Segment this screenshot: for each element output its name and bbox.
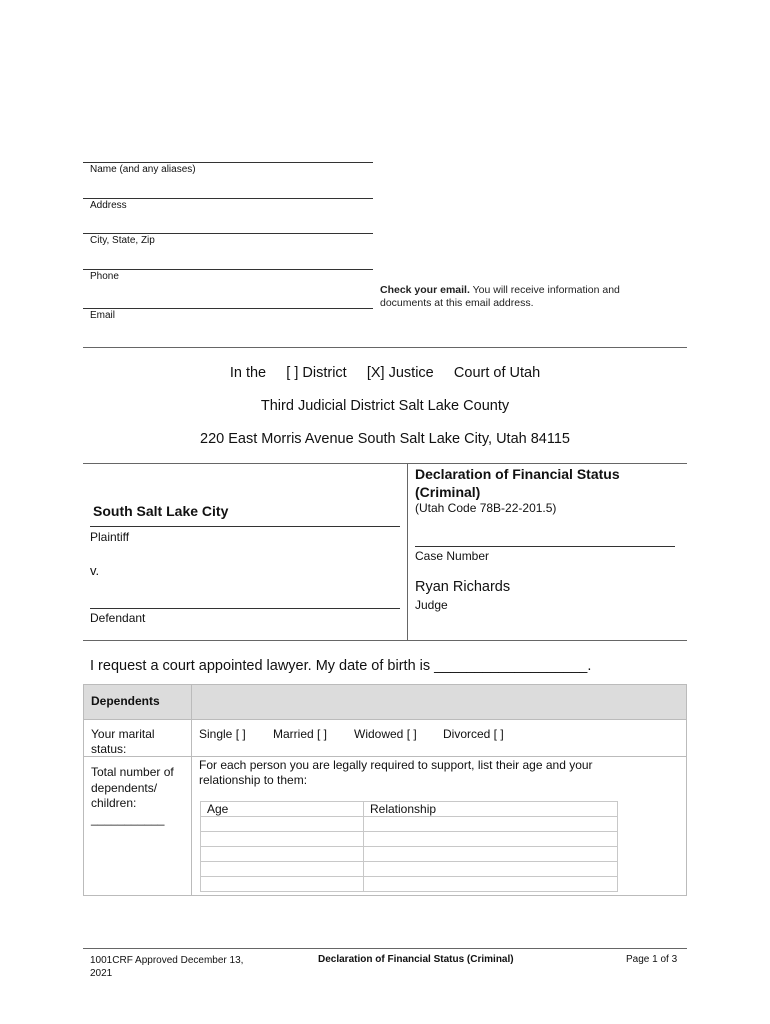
plaintiff-line xyxy=(90,526,400,527)
relationship-cell[interactable] xyxy=(364,847,618,862)
instruction-line1: For each person you are legally required to support, list their age and your xyxy=(199,758,593,772)
defendant-line[interactable] xyxy=(90,608,400,609)
marital-label-line2: status: xyxy=(91,742,127,756)
relationship-cell[interactable] xyxy=(364,877,618,892)
age-relationship-header-row xyxy=(201,802,618,817)
age-column-header: Age xyxy=(201,802,364,817)
case-number-line[interactable] xyxy=(415,546,675,547)
court-address-line: 220 East Morris Avenue South Salt Lake City, Utah 84115 xyxy=(200,431,570,447)
city-state-zip-field[interactable] xyxy=(83,233,373,246)
document-title xyxy=(415,465,620,501)
footer-title: Declaration of Financial Status (Criminal) xyxy=(318,954,514,965)
caption-divider xyxy=(407,463,408,640)
city-state-zip-label: City, State, Zip xyxy=(90,235,155,246)
phone-label: Phone xyxy=(90,271,119,282)
relationship-column-header: Relationship xyxy=(364,802,618,817)
email-note-bold: Check your email. xyxy=(380,284,470,296)
age-relationship-table xyxy=(200,801,618,892)
court-selection-line xyxy=(83,365,687,381)
age-cell[interactable] xyxy=(201,847,364,862)
marital-option-single[interactable]: Single [ ] xyxy=(199,727,246,741)
age-cell[interactable] xyxy=(201,877,364,892)
dependents-instruction xyxy=(199,758,593,788)
table-row-divider-2 xyxy=(84,756,686,757)
table-row[interactable] xyxy=(201,817,618,832)
versus-text: v. xyxy=(90,563,100,578)
code-reference: (Utah Code 78B-22-201.5) xyxy=(415,501,557,515)
total-dependents-blank[interactable]: ___________ xyxy=(91,811,165,826)
marital-label-line1: Your marital xyxy=(91,727,155,741)
email-note-line2: documents at this email address. xyxy=(380,297,534,309)
marital-option-divorced[interactable]: Divorced [ ] xyxy=(443,727,504,741)
judge-name: Ryan Richards xyxy=(415,579,511,595)
defendant-label: Defendant xyxy=(90,611,146,625)
plaintiff-label: Plaintiff xyxy=(90,530,130,544)
relationship-cell[interactable] xyxy=(364,832,618,847)
dependents-header-row xyxy=(84,685,686,719)
name-label: Name (and any aliases) xyxy=(90,164,196,175)
dependents-header: Dependents xyxy=(91,694,160,708)
table-row[interactable] xyxy=(201,862,618,877)
footer-divider xyxy=(83,948,687,949)
total-label-line1: Total number of xyxy=(91,765,174,779)
case-number-label: Case Number xyxy=(415,549,490,563)
table-row[interactable] xyxy=(201,832,618,847)
relationship-cell[interactable] xyxy=(364,817,618,832)
form-id-line2: 2021 xyxy=(90,968,113,979)
form-id-line1: 1001CRF Approved December 13, xyxy=(90,955,244,966)
phone-field[interactable] xyxy=(83,269,373,282)
table-row[interactable] xyxy=(201,877,618,892)
header-divider xyxy=(83,347,687,348)
email-note-rest: You will receive information and xyxy=(469,284,620,296)
caption-bottom-border xyxy=(83,640,687,641)
table-row[interactable] xyxy=(201,847,618,862)
address-label: Address xyxy=(90,200,127,211)
email-field[interactable] xyxy=(83,308,373,321)
email-note xyxy=(380,284,620,310)
district-checkbox[interactable]: [ ] District xyxy=(286,365,347,381)
court-of-text: Court of Utah xyxy=(453,365,541,381)
plaintiff-name: South Salt Lake City xyxy=(93,503,229,519)
age-cell[interactable] xyxy=(201,832,364,847)
marital-option-married[interactable]: Married [ ] xyxy=(273,727,328,741)
marital-status-label xyxy=(91,727,155,757)
total-label-line3: children: xyxy=(91,796,137,810)
table-column-divider xyxy=(191,685,192,895)
table-row-divider-1 xyxy=(84,719,686,720)
in-the-text: In the xyxy=(229,365,267,381)
address-field[interactable] xyxy=(83,198,373,211)
email-label: Email xyxy=(90,310,116,321)
age-cell[interactable] xyxy=(201,862,364,877)
instruction-line2: relationship to them: xyxy=(199,773,308,787)
total-label-line2: dependents/ xyxy=(91,780,158,795)
document-title-line1: Declaration of Financial Status xyxy=(415,466,620,482)
name-field[interactable] xyxy=(83,162,373,175)
judge-label: Judge xyxy=(415,598,448,612)
total-dependents-label xyxy=(91,765,174,827)
request-lawyer-line: I request a court appointed lawyer. My date of birth is ___________________. xyxy=(90,658,592,674)
document-title-line2: (Criminal) xyxy=(415,484,481,500)
district-line: Third Judicial District Salt Lake County xyxy=(260,398,510,414)
relationship-cell[interactable] xyxy=(364,862,618,877)
marital-option-widowed[interactable]: Widowed [ ] xyxy=(354,727,417,741)
age-cell[interactable] xyxy=(201,817,364,832)
form-id xyxy=(90,954,243,980)
caption-top-border xyxy=(83,463,687,464)
page-number: Page 1 of 3 xyxy=(626,954,678,965)
justice-checkbox[interactable]: [X] Justice xyxy=(366,365,434,381)
